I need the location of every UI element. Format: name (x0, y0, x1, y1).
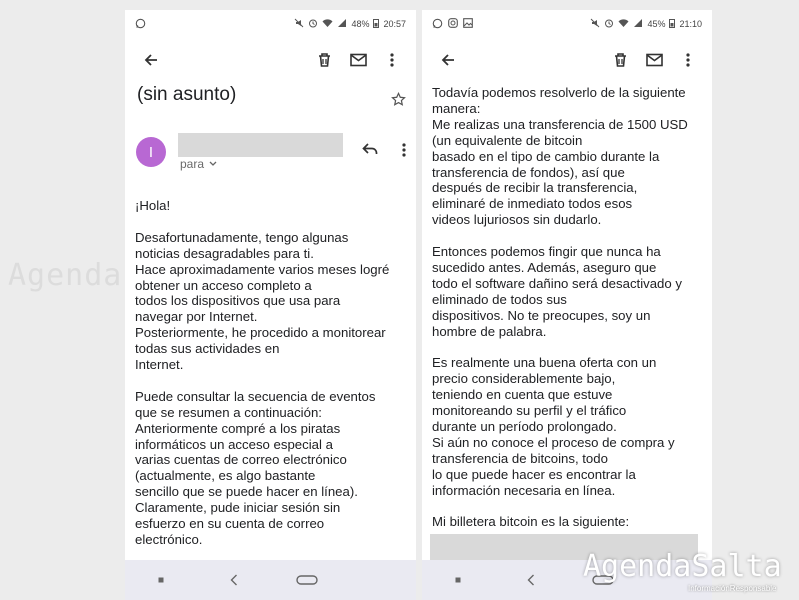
battery-icon (373, 18, 379, 30)
trash-icon (613, 52, 628, 68)
delete-button[interactable] (604, 44, 636, 76)
watermark-left: Agenda (8, 258, 123, 293)
sender-avatar: I (136, 137, 166, 167)
home-pill-icon (592, 575, 614, 585)
reply-button[interactable] (362, 142, 378, 161)
alarm-icon (604, 18, 614, 30)
wifi-icon (618, 18, 629, 30)
nav-spacer (360, 565, 400, 595)
battery-percent: 48% (351, 19, 370, 29)
body-paragraph: ¡Hola! (135, 198, 171, 213)
email-toolbar (125, 40, 416, 80)
clock-time: 21:10 (679, 19, 702, 29)
signal-icon (633, 18, 643, 30)
reply-icon (362, 142, 378, 156)
back-button[interactable] (432, 44, 464, 76)
signal-icon (337, 18, 347, 30)
mute-icon (294, 18, 304, 30)
email-subject: (sin asunto) (137, 84, 237, 105)
wifi-icon (322, 18, 333, 30)
instagram-icon (448, 18, 458, 30)
mail-icon (646, 53, 663, 67)
home-button[interactable] (583, 565, 623, 595)
recent-apps-button[interactable] (141, 565, 181, 595)
whatsapp-icon (432, 18, 443, 31)
battery-percent: 45% (647, 19, 666, 29)
gallery-icon (463, 18, 473, 30)
navigation-bar (422, 560, 712, 600)
redacted-wallet-address (430, 534, 698, 560)
nav-back-button[interactable] (214, 565, 254, 595)
mark-unread-button[interactable] (638, 44, 670, 76)
star-button[interactable] (391, 92, 406, 112)
trash-icon (317, 52, 332, 68)
nav-back-button[interactable] (511, 565, 551, 595)
nav-back-icon (527, 574, 535, 586)
nav-back-icon (230, 574, 238, 586)
to-label: para (180, 157, 205, 171)
alarm-icon (308, 18, 318, 30)
body-paragraph: Mi billetera bitcoin es la siguiente: (432, 514, 630, 530)
star-outline-icon (391, 92, 406, 107)
more-vert-icon (390, 52, 394, 68)
recent-apps-button[interactable] (438, 565, 478, 595)
navigation-bar (125, 560, 416, 600)
status-bar (422, 10, 712, 38)
email-body (135, 198, 406, 564)
watermark-tagline: InformaciónResponsable (688, 584, 777, 593)
body-paragraph: Desafortunadamente, tengo algunas noticias desagradables para ti. Hace aproximadamente varios meses logré obtener un acceso completo a todos los dispositivos que usa para navegar por Internet. Posteriormente, he procedido a monitorear todas sus actividades en Internet. (135, 229, 390, 373)
more-options-button[interactable] (672, 44, 704, 76)
arrow-left-icon (143, 52, 159, 68)
recent-apps-icon (455, 577, 461, 583)
more-vert-icon (686, 52, 690, 68)
arrow-left-icon (440, 52, 456, 68)
email-body (432, 85, 702, 546)
battery-icon (669, 18, 675, 30)
body-paragraph: Puede consultar la secuencia de eventos que se resumen a continuación: Anteriormente compré a los piratas informáticos un acceso especial a varias cuentas de correo electrónico (actualmente, es algo bastante sencillo que se puede hacer en línea). Claramente, pude iniciar sesión sin esfuerzo en su cuenta de correo electrónico. (135, 388, 376, 547)
whatsapp-icon (135, 18, 146, 31)
email-toolbar (422, 40, 712, 80)
chevron-down-icon (209, 161, 217, 167)
home-pill-icon (296, 575, 318, 585)
body-paragraph: Entonces podemos fingir que nunca ha sucedido antes. Además, aseguro que todo el software dañino será desactivado y eliminado de todos sus dispositivos. No te preocupes, soy un hombre de palabra. (432, 244, 682, 339)
more-options-button[interactable] (376, 44, 408, 76)
home-button[interactable] (287, 565, 327, 595)
mute-icon (590, 18, 600, 30)
body-paragraph: Es realmente una buena oferta con un precio considerablemente bajo, teniendo en cuenta que estuve monitoreando su perfil y el tráfico durante un período prolongado. Si aún no conoce el proceso de compra y transferencia de bitcoins, todo lo que puede hacer es encontrar la información necesaria en línea. (432, 355, 675, 498)
back-button[interactable] (135, 44, 167, 76)
mail-icon (350, 53, 367, 67)
watermark-logo: AgendaSalta (583, 549, 782, 584)
email-screen-left (125, 10, 416, 600)
body-paragraph: Todavía podemos resolverlo de la siguiente manera: Me realizas una transferencia de 1500 USD (un equivalente de bitcoin basado en el tipo de cambio durante la transferencia de fondos), así que después de recibir la transferencia, eliminaré de inmediato todos esos videos lujuriosos sin dudarlo. (432, 85, 688, 228)
message-more-button[interactable] (402, 142, 406, 163)
more-vert-icon (402, 142, 406, 158)
status-bar (125, 10, 416, 38)
clock-time: 20:57 (383, 19, 406, 29)
recent-apps-icon (158, 577, 164, 583)
redacted-sender (178, 133, 343, 157)
recipient-toggle[interactable] (180, 157, 217, 171)
email-screen-right (422, 10, 712, 600)
delete-button[interactable] (308, 44, 340, 76)
mark-unread-button[interactable] (342, 44, 374, 76)
